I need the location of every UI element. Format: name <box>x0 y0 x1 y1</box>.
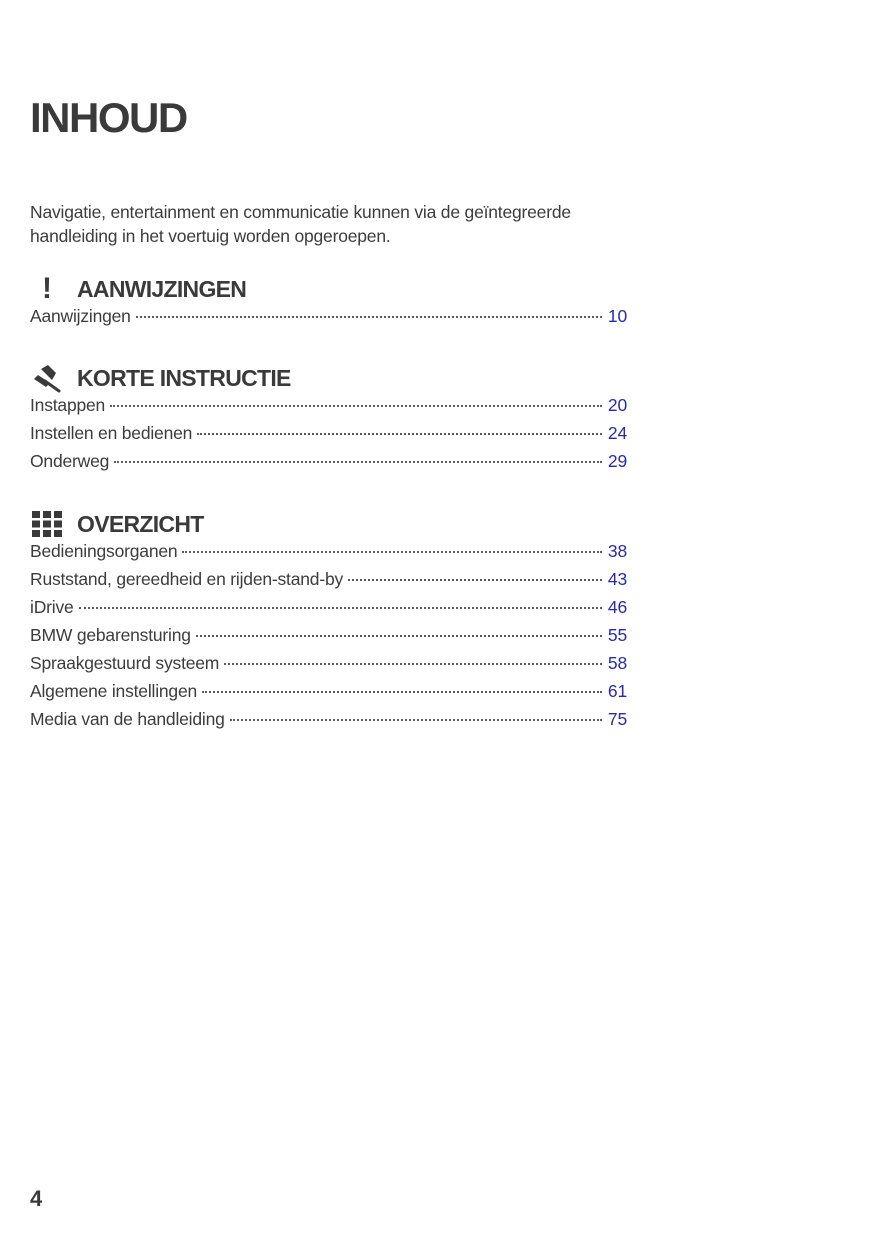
toc-leader-dots <box>79 607 602 609</box>
toc-page-link[interactable]: 24 <box>607 423 627 443</box>
toc-entry-label: Onderweg <box>30 451 110 471</box>
toc-leader-dots <box>196 635 602 637</box>
grid-icon <box>30 509 64 539</box>
toc-page-link[interactable]: 61 <box>607 681 627 701</box>
section-korte-instructie <box>30 361 627 479</box>
toc-leader-dots <box>230 719 602 721</box>
toc-page-link[interactable]: 38 <box>607 541 627 561</box>
section-header <box>30 507 627 541</box>
toc-page-link[interactable]: 75 <box>607 709 627 729</box>
toc-entry-label: Ruststand, gereedheid en rijden-stand-by <box>30 569 344 589</box>
toc-leader-dots <box>202 691 602 693</box>
toc-entry-ruststand[interactable] <box>30 569 627 597</box>
toc-entry-aanwijzingen[interactable] <box>30 306 627 334</box>
toc-entry-idrive[interactable] <box>30 597 627 625</box>
page-title: INHOUD <box>30 94 187 141</box>
toc-entry-label: Instappen <box>30 395 106 415</box>
toc-page-link[interactable]: 46 <box>607 597 627 617</box>
intro-text: Navigatie, entertainment en communicatie kunnen via de geïntegreerde handleiding in het voertuig worden opgeroepen. <box>30 202 571 246</box>
toc-entry-label: Algemene instellingen <box>30 681 198 701</box>
section-header <box>30 361 627 395</box>
toc-page-link[interactable]: 58 <box>607 653 627 673</box>
toc-entry-media-van-de-handleiding[interactable] <box>30 709 627 737</box>
toc-entry-algemene-instellingen[interactable] <box>30 681 627 709</box>
section-header <box>30 272 627 306</box>
section-title: KORTE INSTRUCTIE <box>77 365 291 391</box>
toc-page-link[interactable]: 29 <box>607 451 627 471</box>
toc-entry-spraakgestuurd-systeem[interactable] <box>30 653 627 681</box>
exclamation-icon: ! <box>42 272 52 305</box>
section-aanwijzingen <box>30 272 627 334</box>
toc-entry-instellen-en-bedienen[interactable] <box>30 423 627 451</box>
toc-entry-bedieningsorganen[interactable] <box>30 541 627 569</box>
toc-page-link[interactable]: 10 <box>607 306 627 326</box>
toc-leader-dots <box>114 461 602 463</box>
toc-leader-dots <box>136 316 602 318</box>
toc-leader-dots <box>224 663 602 665</box>
toc-page-link[interactable]: 20 <box>607 395 627 415</box>
toc-entry-label: Bedieningsorganen <box>30 541 178 561</box>
section-title: OVERZICHT <box>77 511 204 537</box>
page-number: 4 <box>30 1186 43 1211</box>
section-title: AANWIJZINGEN <box>77 276 247 302</box>
toc-entry-label: BMW gebarensturing <box>30 625 191 645</box>
toc-entry-label: iDrive <box>30 597 74 617</box>
toc-leader-dots <box>348 579 602 581</box>
toc-leader-dots <box>182 551 602 553</box>
toc-entry-bmw-gebarensturing[interactable] <box>30 625 627 653</box>
section-overzicht <box>30 507 627 737</box>
toc-entry-label: Aanwijzingen <box>30 306 131 326</box>
toc-page-link[interactable]: 55 <box>607 625 627 645</box>
toc-page-link[interactable]: 43 <box>607 569 627 589</box>
pushpin-icon <box>30 363 64 393</box>
toc-entry-label: Instellen en bedienen <box>30 423 193 443</box>
toc-leader-dots <box>110 405 602 407</box>
toc-leader-dots <box>197 433 602 435</box>
toc-entry-label: Media van de handleiding <box>30 709 225 729</box>
toc-entry-label: Spraakgestuurd systeem <box>30 653 220 673</box>
toc-entry-onderweg[interactable] <box>30 451 627 479</box>
toc-entry-instappen[interactable] <box>30 395 627 423</box>
